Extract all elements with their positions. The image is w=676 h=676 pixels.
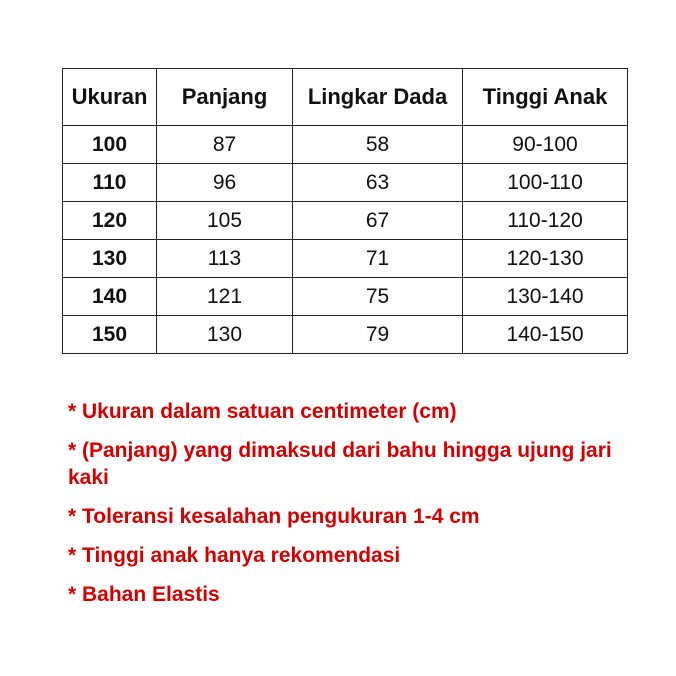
table-row (63, 202, 628, 240)
note-height-recommendation: * Tinggi anak hanya rekomendasi (68, 544, 401, 567)
size-chart-table (62, 68, 628, 354)
notes-list (68, 398, 628, 620)
cell-ukuran: 120 (63, 202, 157, 240)
cell-ukuran: 100 (63, 126, 157, 164)
cell-panjang: 87 (157, 126, 293, 164)
table-row (63, 316, 628, 354)
header-ukuran: Ukuran (63, 69, 157, 126)
cell-lingkar-dada: 58 (293, 126, 463, 164)
cell-panjang: 113 (157, 240, 293, 278)
cell-tinggi-anak: 140-150 (463, 316, 628, 354)
cell-lingkar-dada: 79 (293, 316, 463, 354)
cell-lingkar-dada: 63 (293, 164, 463, 202)
note-material: * Bahan Elastis (68, 583, 220, 606)
cell-lingkar-dada: 75 (293, 278, 463, 316)
table-row (63, 164, 628, 202)
table-row (63, 240, 628, 278)
cell-ukuran: 140 (63, 278, 157, 316)
cell-tinggi-anak: 130-140 (463, 278, 628, 316)
cell-tinggi-anak: 100-110 (463, 164, 628, 202)
note-units: * Ukuran dalam satuan centimeter (cm) (68, 400, 457, 423)
cell-ukuran: 110 (63, 164, 157, 202)
table-row (63, 278, 628, 316)
cell-tinggi-anak: 90-100 (463, 126, 628, 164)
header-panjang: Panjang (157, 69, 293, 126)
note-tolerance: * Toleransi kesalahan pengukuran 1-4 cm (68, 505, 480, 528)
cell-panjang: 105 (157, 202, 293, 240)
note-length-definition: * (Panjang) yang dimaksud dari bahu hingga ujung jari kaki (68, 439, 612, 489)
header-tinggi-anak: Tinggi Anak (463, 69, 628, 126)
table-row (63, 126, 628, 164)
header-lingkar-dada: Lingkar Dada (293, 69, 463, 126)
cell-panjang: 130 (157, 316, 293, 354)
cell-panjang: 96 (157, 164, 293, 202)
cell-lingkar-dada: 67 (293, 202, 463, 240)
cell-ukuran: 150 (63, 316, 157, 354)
cell-tinggi-anak: 120-130 (463, 240, 628, 278)
cell-ukuran: 130 (63, 240, 157, 278)
cell-panjang: 121 (157, 278, 293, 316)
table-header-row (63, 69, 628, 126)
cell-lingkar-dada: 71 (293, 240, 463, 278)
cell-tinggi-anak: 110-120 (463, 202, 628, 240)
